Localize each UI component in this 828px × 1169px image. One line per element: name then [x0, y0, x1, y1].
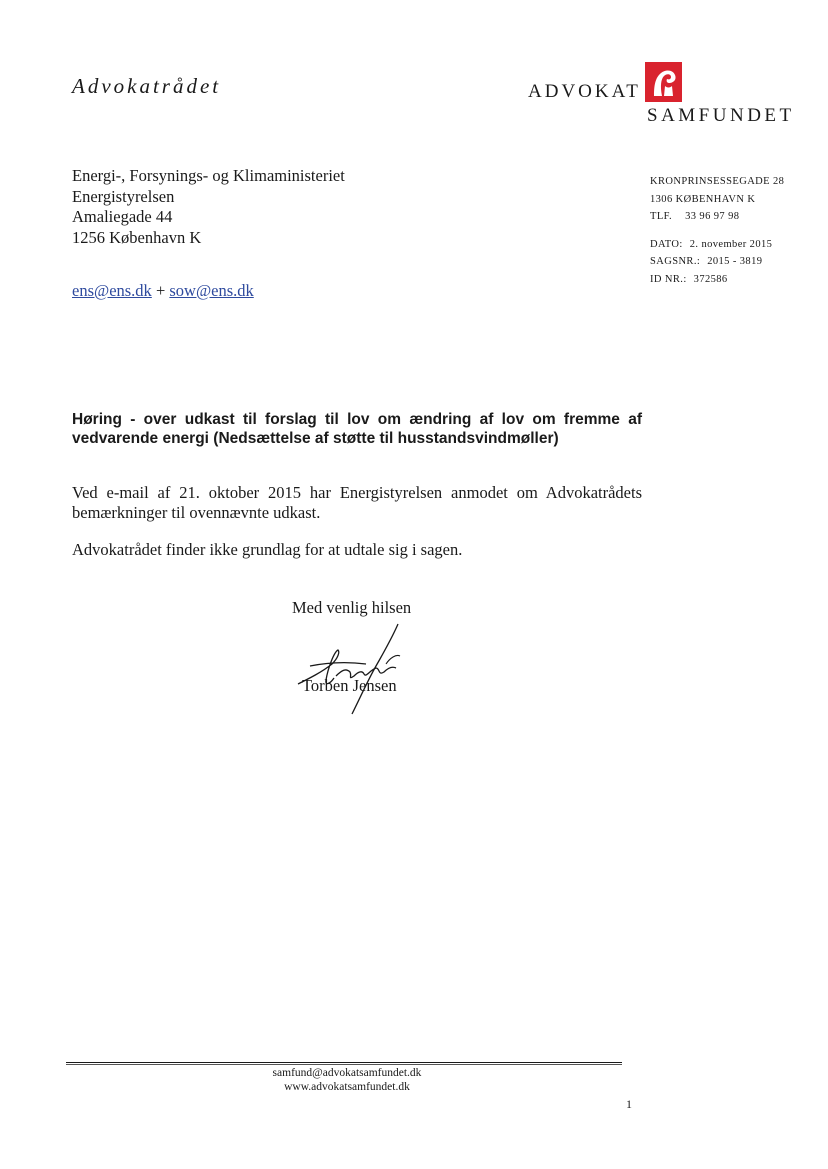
signer-name: Torben Jensen — [302, 676, 397, 695]
phone-number: 33 96 97 98 — [685, 211, 740, 222]
council-name: Advokatrådet — [72, 74, 222, 98]
recipient-line: 1256 København K — [72, 227, 202, 247]
id-value: 372586 — [693, 273, 728, 285]
id-label: ID NR.: — [650, 273, 687, 285]
email-link-sow[interactable]: sow@ens.dk — [169, 281, 254, 300]
sender-street: KRONPRINSESSEGADE 28 — [650, 176, 785, 187]
handwritten-signature — [280, 618, 420, 718]
footer-website[interactable]: www.advokatsamfundet.dk — [284, 1081, 410, 1093]
letter-subject: Høring - over udkast til forslag til lov om ændring af lov om fremme af vedvarende energi (Nedsættelse af støtte til husstandsvindmøller) — [72, 411, 642, 447]
email-separator: + — [155, 281, 166, 300]
email-link-ens[interactable]: ens@ens.dk — [72, 281, 152, 300]
sender-info — [650, 173, 784, 288]
case-label: SAGSNR.: — [650, 256, 701, 267]
footer-email[interactable]: samfund@advokatsamfundet.dk — [272, 1067, 422, 1079]
sender-city: 1306 KØBENHAVN K — [650, 193, 756, 205]
closing-phrase: Med venlig hilsen — [292, 598, 412, 617]
recipient-address — [72, 166, 345, 248]
logo-text-advokat: ADVOKAT — [528, 81, 641, 102]
date-value: 2. november 2015 — [689, 238, 773, 250]
sender-case-number — [650, 253, 784, 271]
body-paragraph: Advokatrådet finder ikke grundlag for at udtale sig i sagen. — [72, 540, 463, 559]
recipient-line: Energi-, Forsynings- og Klimaministeriet — [72, 166, 345, 185]
sender-id-number — [650, 271, 784, 289]
body-paragraph: Ved e-mail af 21. oktober 2015 har Energistyrelsen anmodet om Advokatrådets bemærkninger til ovennævnte udkast. — [72, 483, 642, 522]
sender-phone — [650, 208, 784, 226]
phone-label: TLF. — [650, 211, 673, 222]
case-value: 2015 - 3819 — [707, 256, 763, 267]
page-number: 1 — [626, 1097, 632, 1111]
footer-divider — [66, 1062, 622, 1063]
logo-text-samfundet: SAMFUNDET — [647, 105, 795, 126]
recipient-line: Energistyrelsen — [72, 186, 175, 206]
sender-date — [650, 236, 784, 254]
footer-divider — [66, 1064, 622, 1065]
date-label: DATO: — [650, 238, 683, 250]
recipient-emails — [72, 281, 254, 301]
advokatsamfundet-logo-icon — [645, 62, 682, 102]
recipient-line: Amaliegade 44 — [72, 207, 173, 226]
